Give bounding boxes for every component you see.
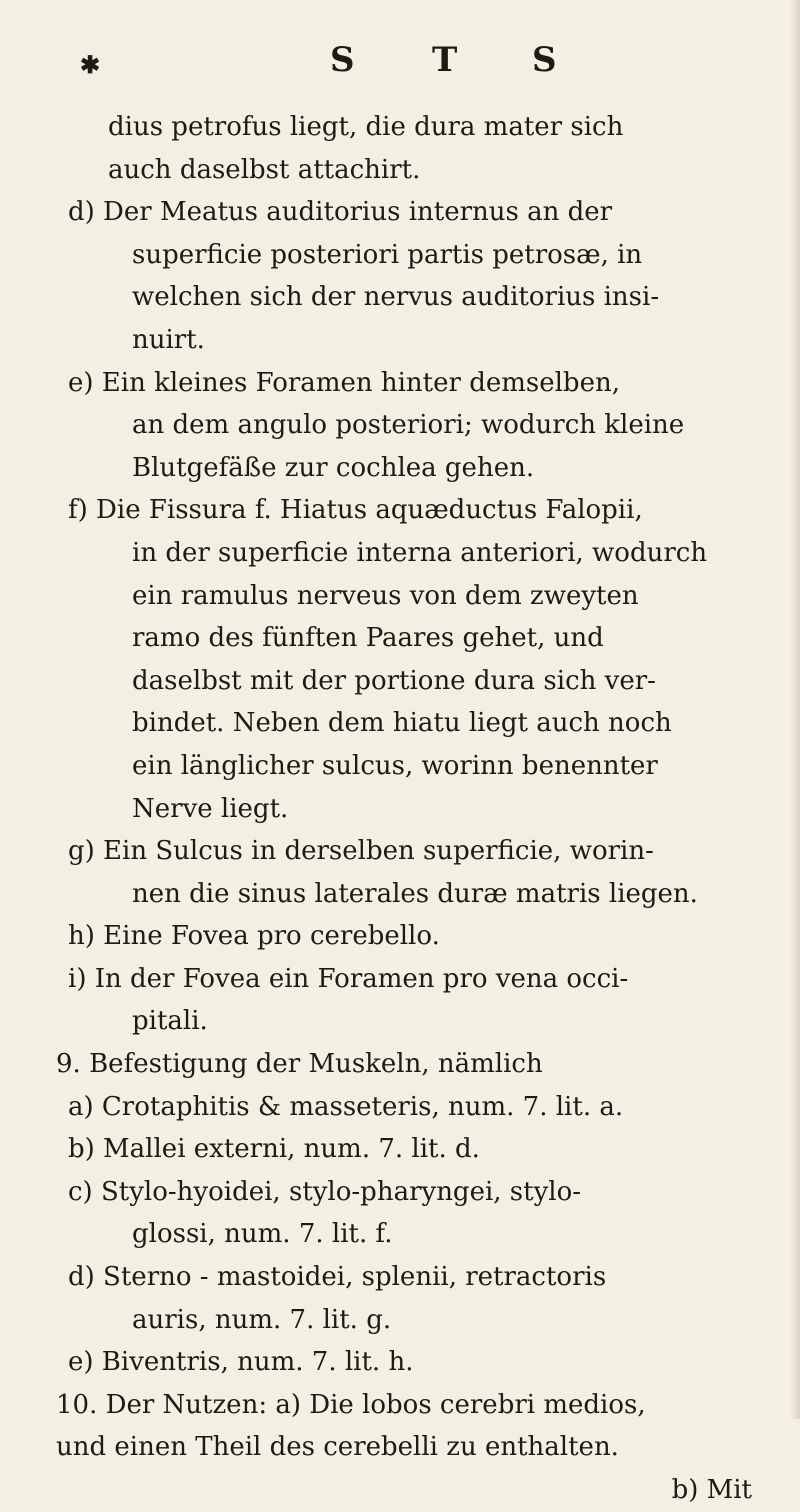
header-right-letter: S [532, 40, 557, 80]
text-line: an dem angulo posteriori; wodurch kleine [132, 410, 685, 441]
text-line: 10. Der Nutzen: a) Die lobos cerebri medios, [56, 1389, 646, 1420]
text-line: und einen Theil des cerebelli zu enthalten. [56, 1432, 619, 1463]
text-line: g) Ein Sulcus in derselben superficie, worin- [68, 836, 654, 867]
text-line: d) Der Meatus auditorius internus an der [68, 197, 613, 228]
text-line: auch daselbst attachirt. [108, 154, 421, 185]
text-line: a) Crotaphitis & masseteris, num. 7. lit. a. [68, 1091, 624, 1122]
text-line: superficie posteriori partis petrosæ, in [132, 239, 643, 270]
text-line: i) In der Fovea ein Foramen pro vena occi- [68, 963, 629, 994]
text-line: c) Stylo-hyoidei, stylo-pharyngei, stylo- [68, 1176, 582, 1207]
text-line: nuirt. [132, 324, 205, 355]
text-line: pitali. [132, 1006, 208, 1037]
text-line: Blutgefäße zur cochlea gehen. [132, 452, 535, 483]
text-line: ramo des fünften Paares gehet, und [132, 623, 604, 654]
text-line: bindet. Neben dem hiatu liegt auch noch [132, 708, 672, 739]
text-line: 9. Befestigung der Muskeln, nämlich [56, 1049, 543, 1080]
text-line: ein ramulus nerveus von dem zweyten [132, 580, 639, 611]
header-center-letter: T [432, 40, 458, 80]
text-line: e) Ein kleines Foramen hinter demselben, [68, 367, 620, 398]
text-line: f) Die Fissura f. Hiatus aquæductus Falopii, [68, 495, 643, 526]
text-line: auris, num. 7. lit. g. [132, 1304, 392, 1335]
text-line: ein länglicher sulcus, worinn benennter [132, 750, 658, 781]
text-line: nen die sinus laterales duræ matris liegen. [132, 878, 698, 909]
page-body-text [56, 106, 776, 1512]
text-line: daselbst mit der portione dura sich ver- [132, 665, 656, 696]
text-line: welchen sich der nervus auditorius insi- [132, 282, 660, 313]
text-line: Nerve liegt. [132, 793, 289, 824]
header-mark: ✱ [80, 50, 101, 79]
text-line: d) Sterno - mastoidei, splenii, retractoris [68, 1262, 607, 1293]
text-line: e) Biventris, num. 7. lit. h. [68, 1347, 414, 1378]
page-edge-shadow [790, 0, 800, 1419]
text-line: h) Eine Fovea pro cerebello. [68, 921, 440, 952]
text-line: dius petrofus liegt, die dura mater sich [108, 112, 624, 142]
catchword: b) Mit [671, 1475, 752, 1505]
text-line: in der superficie interna anteriori, wodurch [132, 537, 708, 568]
text-line: b) Mallei externi, num. 7. lit. d. [68, 1134, 480, 1165]
text-line: glossi, num. 7. lit. f. [132, 1219, 393, 1250]
page-header [80, 40, 580, 100]
header-left-letter: S [330, 40, 355, 80]
